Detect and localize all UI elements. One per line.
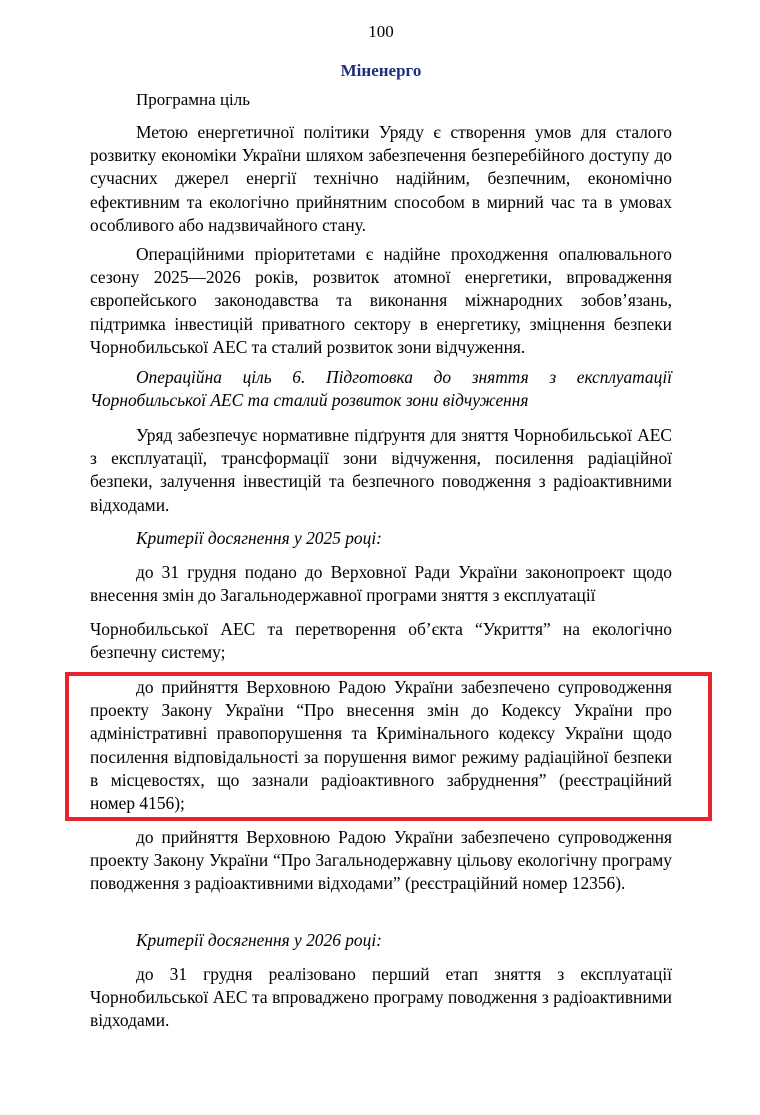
criteria-2025-item-1-part-1: до 31 грудня подано до Верховної Ради України законопроект щодо внесення змін до Загальнодержавної програми зняття з експлуатації	[90, 562, 672, 606]
criteria-2025-item-1-part-2: Чорнобильської АЕС та перетворення об’єкта “Укриття” на екологічно безпечну систему;	[90, 619, 672, 663]
goal-paragraph: Метою енергетичної політики Уряду є створення умов для сталого розвитку економіки України шляхом забезпечення безперебійного доступу до сучасних джерел енергії технічно надійним, безпечним, економічно ефективним та екологічно прийнятним способом в мирний час та в умовах особливого або надзвичайного стану.	[90, 122, 672, 235]
program-goal-label: Програмна ціль	[136, 90, 251, 109]
ministry-title: Міненерго	[340, 61, 422, 80]
page-number: 100	[368, 22, 394, 41]
operational-goal-paragraph: Уряд забезпечує нормативне підґрунтя для зняття Чорнобильської АЕС з експлуатації, трансформації зони відчуження, посилення радіаційної безпеки, залучення інвестицій та безпечного поводження з радіоактивними відходами.	[90, 425, 672, 515]
criteria-2025-item-3: до прийняття Верховною Радою України забезпечено супроводження проекту Закону України “Про Загальнодержавну цільову екологічну програму поводження з радіоактивними відходами” (реєстраційний номер 12356).	[90, 827, 672, 894]
criteria-2025-heading: Критерії досягнення у 2025 році:	[136, 528, 382, 548]
criteria-2025-item-2-highlighted: до прийняття Верховною Радою України забезпечено супроводження проекту Закону України “Про внесення змін до Кодексу України про адміністративні правопорушення та Кримінального кодексу України щодо посилення відповідальності за порушення вимог режиму радіаційної безпеки в місцевостях, що зазнали радіоактивного забруднення” (реєстраційний номер 4156);	[90, 677, 672, 814]
highlight-annotation-box	[65, 672, 712, 821]
priorities-paragraph: Операційними пріоритетами є надійне проходження опалювального сезону 2025—2026 років, розвиток атомної енергетики, впровадження європейського законодавства та виконання міжнародних зобов’язань, підтримка інвестицій приватного сектору в енергетику, зміцнення безпеки Чорнобильської АЕС та сталий розвиток зони відчуження.	[90, 244, 672, 357]
criteria-2026-heading: Критерії досягнення у 2026 році:	[136, 930, 382, 950]
criteria-2026-item-1: до 31 грудня реалізовано перший етап зняття з експлуатації Чорнобильської АЕС та впроваджено програму поводження з радіоактивними відходами.	[90, 964, 672, 1031]
operational-goal-heading: Операційна ціль 6. Підготовка до зняття з експлуатації Чорнобильської АЕС та сталий розвиток зони відчуження	[90, 367, 672, 411]
